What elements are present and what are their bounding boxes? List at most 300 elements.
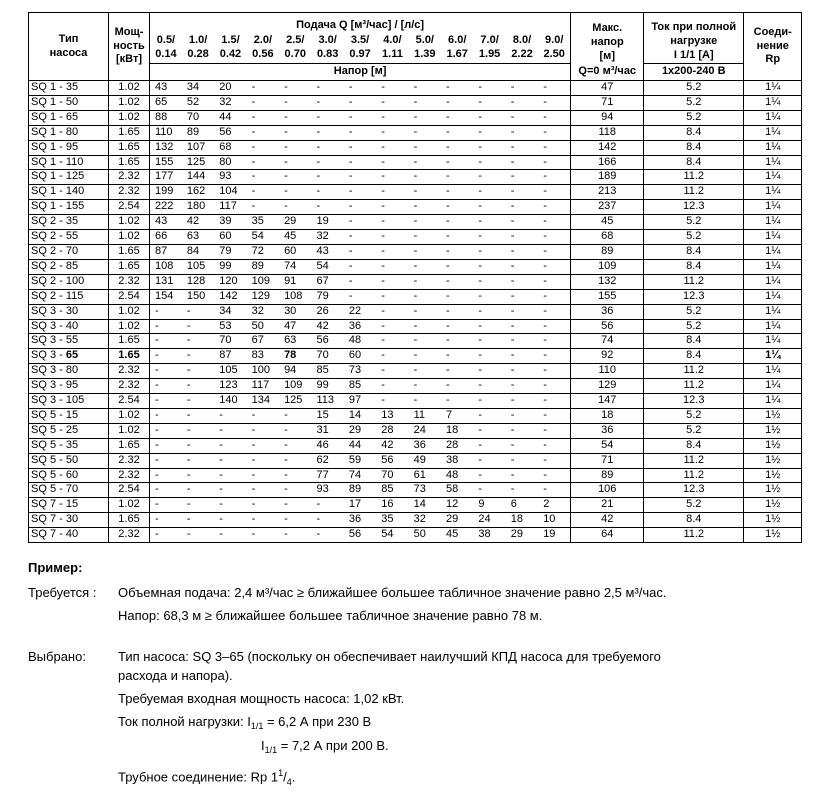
- head-cell: -: [279, 408, 311, 423]
- table-row: [29, 304, 802, 319]
- head-cell: -: [409, 215, 441, 230]
- max-head-cell: 213: [571, 185, 644, 200]
- flow-point-header: [409, 33, 441, 64]
- table-body: [29, 81, 802, 543]
- head-cell: 29: [506, 528, 538, 543]
- head-cell: 42: [376, 438, 408, 453]
- head-cell: -: [538, 259, 571, 274]
- flow-m3h: 6.0/: [448, 34, 467, 47]
- flow-ls: 0.14: [155, 48, 177, 60]
- current-cell: 8.4: [644, 125, 744, 140]
- head-cell: -: [247, 185, 279, 200]
- head-cell: -: [376, 364, 408, 379]
- flow-header: Подача Q [м³/час] / [л/с]: [150, 13, 571, 34]
- head-cell: -: [182, 528, 214, 543]
- pump-type-prefix: SQ 3 -: [31, 349, 66, 362]
- head-cell: -: [344, 185, 376, 200]
- connection-cell: 1¼: [744, 81, 802, 96]
- max-head-cell: 21: [571, 498, 644, 513]
- head-cell: 28: [441, 438, 473, 453]
- head-cell: 43: [150, 81, 182, 96]
- head-cell: -: [279, 110, 311, 125]
- head-cell: -: [409, 170, 441, 185]
- head-cell: -: [150, 498, 182, 513]
- table-row: [29, 215, 802, 230]
- power-cell: 1.02: [109, 215, 150, 230]
- head-cell: -: [311, 170, 343, 185]
- head-cell: -: [344, 259, 376, 274]
- head-cell: 110: [150, 125, 182, 140]
- head-cell: -: [182, 349, 214, 364]
- power-cell: 1.65: [109, 349, 150, 364]
- head-cell: 93: [214, 170, 246, 185]
- head-cell: 32: [311, 230, 343, 245]
- head-cell: 150: [182, 289, 214, 304]
- head-cell: -: [376, 349, 408, 364]
- flow-point-header: [441, 33, 473, 64]
- max-head-cell: 109: [571, 259, 644, 274]
- head-cell: -: [473, 319, 505, 334]
- table-row: [29, 379, 802, 394]
- table-row: [29, 394, 802, 409]
- head-cell: -: [538, 155, 571, 170]
- head-cell: 85: [311, 364, 343, 379]
- head-cell: -: [441, 215, 473, 230]
- head-cell: 6: [506, 498, 538, 513]
- head-cell: -: [506, 349, 538, 364]
- head-cell: 162: [182, 185, 214, 200]
- head-cell: -: [506, 95, 538, 110]
- head-cell: -: [506, 319, 538, 334]
- head-cell: 24: [473, 513, 505, 528]
- head-cell: -: [441, 319, 473, 334]
- pump-type-cell: SQ 5 - 60: [29, 468, 109, 483]
- head-cell: -: [538, 304, 571, 319]
- head-cell: -: [150, 379, 182, 394]
- connection-cell: 1½: [744, 408, 802, 423]
- head-cell: 29: [344, 423, 376, 438]
- head-cell: -: [247, 140, 279, 155]
- head-cell: -: [506, 110, 538, 125]
- head-cell: 50: [247, 319, 279, 334]
- head-cell: 29: [441, 513, 473, 528]
- head-cell: -: [344, 125, 376, 140]
- head-cell: -: [441, 81, 473, 96]
- flow-point-header: [344, 33, 376, 64]
- head-cell: 50: [409, 528, 441, 543]
- head-cell: -: [279, 528, 311, 543]
- head-cell: -: [409, 200, 441, 215]
- head-cell: 20: [214, 81, 246, 96]
- head-cell: -: [376, 155, 408, 170]
- head-cell: 144: [182, 170, 214, 185]
- connection-cell: 1¼: [744, 274, 802, 289]
- head-cell: -: [409, 185, 441, 200]
- current-cell: 8.4: [644, 155, 744, 170]
- pipe-numerator: 1: [278, 768, 284, 778]
- head-cell: 180: [182, 200, 214, 215]
- head-cell: -: [473, 483, 505, 498]
- head-cell: -: [409, 81, 441, 96]
- type-header: Тип насоса: [29, 13, 109, 81]
- head-cell: 22: [344, 304, 376, 319]
- table-row: [29, 155, 802, 170]
- head-cell: 44: [214, 110, 246, 125]
- head-cell: 67: [311, 274, 343, 289]
- max-head-cell: 132: [571, 274, 644, 289]
- head-cell: 66: [150, 230, 182, 245]
- table-row: [29, 140, 802, 155]
- current-cell: 11.2: [644, 170, 744, 185]
- table-row: [29, 528, 802, 543]
- head-cell: -: [506, 244, 538, 259]
- head-cell: -: [473, 468, 505, 483]
- flow-point-header: [150, 33, 182, 64]
- flow-point-header: [538, 33, 571, 64]
- flow-m3h: 1.5/: [221, 34, 240, 47]
- head-cell: -: [473, 81, 505, 96]
- head-cell: 129: [247, 289, 279, 304]
- head-cell: 132: [150, 140, 182, 155]
- head-cell: -: [538, 200, 571, 215]
- head-cell: 10: [538, 513, 571, 528]
- head-cell: -: [344, 230, 376, 245]
- head-cell: -: [506, 453, 538, 468]
- required-head: Напор: 68,3 м ≥ ближайшее большее табличное значение равно 78 м.: [118, 608, 543, 623]
- head-cell: -: [344, 200, 376, 215]
- head-cell: -: [214, 468, 246, 483]
- head-cell: 87: [214, 349, 246, 364]
- head-cell: 34: [182, 81, 214, 96]
- head-cell: -: [441, 170, 473, 185]
- head-cell: 89: [182, 125, 214, 140]
- head-cell: -: [409, 319, 441, 334]
- current-cell: 11.2: [644, 528, 744, 543]
- head-cell: 84: [182, 244, 214, 259]
- pipe-prefix: Трубное соединение: Rp 1: [118, 769, 279, 785]
- head-cell: 18: [441, 423, 473, 438]
- max-head-cell: 189: [571, 170, 644, 185]
- current-value-2: = 7,2 А при 200 В.: [277, 738, 389, 753]
- table-row: [29, 319, 802, 334]
- head-cell: -: [506, 125, 538, 140]
- pump-type-cell: SQ 2 - 100: [29, 274, 109, 289]
- current-header: [644, 13, 744, 64]
- pump-type-cell: SQ 1 - 125: [29, 170, 109, 185]
- head-cell: 48: [344, 334, 376, 349]
- power-cell: 1.02: [109, 498, 150, 513]
- head-cell: -: [344, 170, 376, 185]
- pump-type-cell: SQ 3 - 80: [29, 364, 109, 379]
- head-cell: -: [182, 423, 214, 438]
- head-cell: -: [473, 438, 505, 453]
- current-cell: 8.4: [644, 244, 744, 259]
- head-cell: 60: [214, 230, 246, 245]
- connection-cell: 1¼: [744, 394, 802, 409]
- power-cell: 1.02: [109, 319, 150, 334]
- table-row: [29, 274, 802, 289]
- connection-cell: 1¼: [744, 95, 802, 110]
- head-cell: -: [376, 125, 408, 140]
- head-cell: 54: [376, 528, 408, 543]
- head-cell: -: [344, 215, 376, 230]
- flow-ls: 2.22: [511, 48, 533, 60]
- head-cell: -: [214, 483, 246, 498]
- head-cell: 199: [150, 185, 182, 200]
- head-cell: -: [538, 274, 571, 289]
- head-cell: -: [279, 95, 311, 110]
- head-cell: -: [441, 230, 473, 245]
- current-cell: 5.2: [644, 215, 744, 230]
- current-cell: 8.4: [644, 334, 744, 349]
- head-cell: -: [311, 185, 343, 200]
- current-symbol: I: [247, 714, 251, 729]
- head-cell: 43: [311, 244, 343, 259]
- head-cell: -: [506, 379, 538, 394]
- head-cell: -: [506, 364, 538, 379]
- pump-type-cell: [29, 349, 109, 364]
- required-label: Требуется :: [28, 585, 97, 600]
- head-cell: -: [473, 230, 505, 245]
- head-cell: -: [473, 185, 505, 200]
- head-cell: -: [182, 453, 214, 468]
- head-cell: -: [538, 215, 571, 230]
- head-cell: -: [473, 423, 505, 438]
- head-cell: -: [473, 408, 505, 423]
- max-head-cell: 166: [571, 155, 644, 170]
- head-cell: -: [538, 394, 571, 409]
- current-cell: 5.2: [644, 110, 744, 125]
- head-cell: -: [473, 215, 505, 230]
- head-cell: 47: [279, 319, 311, 334]
- head-cell: -: [538, 140, 571, 155]
- head-cell: 61: [409, 468, 441, 483]
- head-cell: 70: [311, 349, 343, 364]
- head-cell: 38: [441, 453, 473, 468]
- head-cell: -: [344, 81, 376, 96]
- max-head-cell: 71: [571, 95, 644, 110]
- table-row: [29, 453, 802, 468]
- head-cell: -: [441, 349, 473, 364]
- max-head-cell: 42: [571, 513, 644, 528]
- head-cell: -: [214, 408, 246, 423]
- flow-m3h: 9.0/: [545, 34, 564, 47]
- max-head-cell: 94: [571, 110, 644, 125]
- head-cell: -: [279, 81, 311, 96]
- head-cell: -: [441, 364, 473, 379]
- head-cell: 120: [214, 274, 246, 289]
- head-cell: 14: [344, 408, 376, 423]
- flow-ls: 0.56: [252, 48, 274, 60]
- head-cell: 35: [376, 513, 408, 528]
- head-cell: 35: [247, 215, 279, 230]
- flow-point-header: [214, 33, 246, 64]
- required-block: [28, 583, 808, 629]
- head-cell: 85: [376, 483, 408, 498]
- head-cell: 56: [376, 453, 408, 468]
- head-cell: -: [409, 274, 441, 289]
- head-cell: 56: [344, 528, 376, 543]
- head-cell: 19: [538, 528, 571, 543]
- connection-cell: 1½: [744, 498, 802, 513]
- head-cell: 18: [506, 513, 538, 528]
- head-cell: -: [473, 125, 505, 140]
- table-row: [29, 110, 802, 125]
- head-cell: -: [441, 259, 473, 274]
- head-cell: -: [441, 274, 473, 289]
- power-cell: 1.65: [109, 125, 150, 140]
- connection-cell: 1¼: [744, 334, 802, 349]
- head-cell: 125: [279, 394, 311, 409]
- head-cell: -: [409, 259, 441, 274]
- head-cell: 56: [214, 125, 246, 140]
- power-cell: 2.32: [109, 274, 150, 289]
- head-cell: -: [247, 81, 279, 96]
- head-cell: 14: [409, 498, 441, 513]
- current-cell: 8.4: [644, 438, 744, 453]
- head-cell: -: [214, 528, 246, 543]
- head-cell: 155: [150, 155, 182, 170]
- head-cell: 31: [311, 423, 343, 438]
- table-row: [29, 498, 802, 513]
- pump-type-model: 65: [65, 349, 79, 362]
- head-cell: 44: [344, 438, 376, 453]
- head-cell: -: [376, 110, 408, 125]
- head-cell: 43: [150, 215, 182, 230]
- power-cell: 2.32: [109, 453, 150, 468]
- head-cell: 70: [182, 110, 214, 125]
- head-cell: 67: [247, 334, 279, 349]
- head-cell: -: [150, 408, 182, 423]
- head-cell: -: [376, 230, 408, 245]
- head-cell: -: [409, 379, 441, 394]
- head-cell: -: [538, 230, 571, 245]
- head-cell: -: [150, 423, 182, 438]
- required-flow: Объемная подача: 2,4 м³/час ≥ ближайшее большее табличное значение равно 2,5 м³/час.: [118, 585, 667, 600]
- head-cell: -: [311, 140, 343, 155]
- flow-point-header: [506, 33, 538, 64]
- connection-cell: 1¼: [744, 110, 802, 125]
- current-cell: 5.2: [644, 423, 744, 438]
- head-cell: -: [279, 483, 311, 498]
- head-cell: -: [376, 244, 408, 259]
- current-cell: 5.2: [644, 95, 744, 110]
- head-cell: 53: [214, 319, 246, 334]
- head-cell: -: [441, 394, 473, 409]
- head-cell: -: [311, 81, 343, 96]
- head-cell: -: [376, 140, 408, 155]
- power-cell: 2.54: [109, 394, 150, 409]
- flow-point-header: [376, 33, 408, 64]
- head-cell: -: [311, 155, 343, 170]
- pump-type-cell: SQ 7 - 30: [29, 513, 109, 528]
- power-cell: 2.54: [109, 289, 150, 304]
- head-cell: 73: [344, 364, 376, 379]
- current-cell: 11.2: [644, 468, 744, 483]
- head-cell: 80: [214, 155, 246, 170]
- head-cell: -: [376, 379, 408, 394]
- current-cell: 11.2: [644, 453, 744, 468]
- table-row: [29, 364, 802, 379]
- flow-point-header: [473, 33, 505, 64]
- table-row: [29, 95, 802, 110]
- head-cell: 117: [247, 379, 279, 394]
- head-cell: -: [376, 215, 408, 230]
- head-cell: -: [473, 334, 505, 349]
- head-cell: 48: [441, 468, 473, 483]
- head-cell: 109: [247, 274, 279, 289]
- head-cell: -: [247, 95, 279, 110]
- chosen-power: Требуемая входная мощность насоса: 1,02 кВт.: [118, 691, 405, 706]
- head-cell: 128: [182, 274, 214, 289]
- max-head-sub: Q=0 м³/час: [571, 64, 644, 81]
- power-cell: 1.65: [109, 244, 150, 259]
- head-cell: 68: [214, 140, 246, 155]
- head-cell: -: [344, 274, 376, 289]
- power-cell: 1.65: [109, 155, 150, 170]
- head-cell: 108: [279, 289, 311, 304]
- head-cell: 177: [150, 170, 182, 185]
- head-cell: -: [441, 334, 473, 349]
- table-row: [29, 408, 802, 423]
- pump-type-cell: SQ 3 - 95: [29, 379, 109, 394]
- pump-type-cell: SQ 7 - 15: [29, 498, 109, 513]
- head-cell: -: [376, 170, 408, 185]
- current-cell: 8.4: [644, 259, 744, 274]
- head-cell: 42: [182, 215, 214, 230]
- head-cell: -: [214, 453, 246, 468]
- power-header: Мощ- ность [кВт]: [109, 13, 150, 81]
- chosen-label: Выбрано:: [28, 649, 86, 664]
- head-cell: 38: [473, 528, 505, 543]
- head-cell: -: [247, 170, 279, 185]
- current-cell: 11.2: [644, 364, 744, 379]
- head-cell: 154: [150, 289, 182, 304]
- head-header: Напор [м]: [150, 64, 571, 81]
- head-cell: -: [247, 125, 279, 140]
- pipe-denominator: 4: [286, 776, 292, 787]
- head-cell: -: [473, 364, 505, 379]
- head-cell: 79: [214, 244, 246, 259]
- current-cell: 5.2: [644, 498, 744, 513]
- head-cell: 60: [344, 349, 376, 364]
- head-cell: 77: [311, 468, 343, 483]
- head-cell: -: [538, 244, 571, 259]
- head-cell: -: [150, 304, 182, 319]
- head-cell: -: [279, 498, 311, 513]
- head-cell: 28: [376, 423, 408, 438]
- pump-type-cell: SQ 3 - 40: [29, 319, 109, 334]
- max-head-header: Макс. напор [м]: [571, 13, 644, 64]
- head-cell: -: [441, 244, 473, 259]
- pump-type-cell: SQ 2 - 115: [29, 289, 109, 304]
- pump-type-cell: SQ 1 - 110: [29, 155, 109, 170]
- head-cell: -: [279, 423, 311, 438]
- connection-cell: 1¼: [744, 125, 802, 140]
- flow-m3h: 7.0/: [480, 34, 499, 47]
- flow-point-header: [279, 33, 311, 64]
- connection-cell: 1½: [744, 468, 802, 483]
- head-cell: -: [182, 468, 214, 483]
- power-cell: 1.65: [109, 259, 150, 274]
- flow-m3h: 2.0/: [253, 34, 273, 47]
- head-cell: -: [182, 438, 214, 453]
- head-cell: -: [409, 155, 441, 170]
- max-head-cell: 89: [571, 468, 644, 483]
- power-cell: 1.02: [109, 408, 150, 423]
- head-cell: -: [473, 394, 505, 409]
- head-cell: -: [506, 215, 538, 230]
